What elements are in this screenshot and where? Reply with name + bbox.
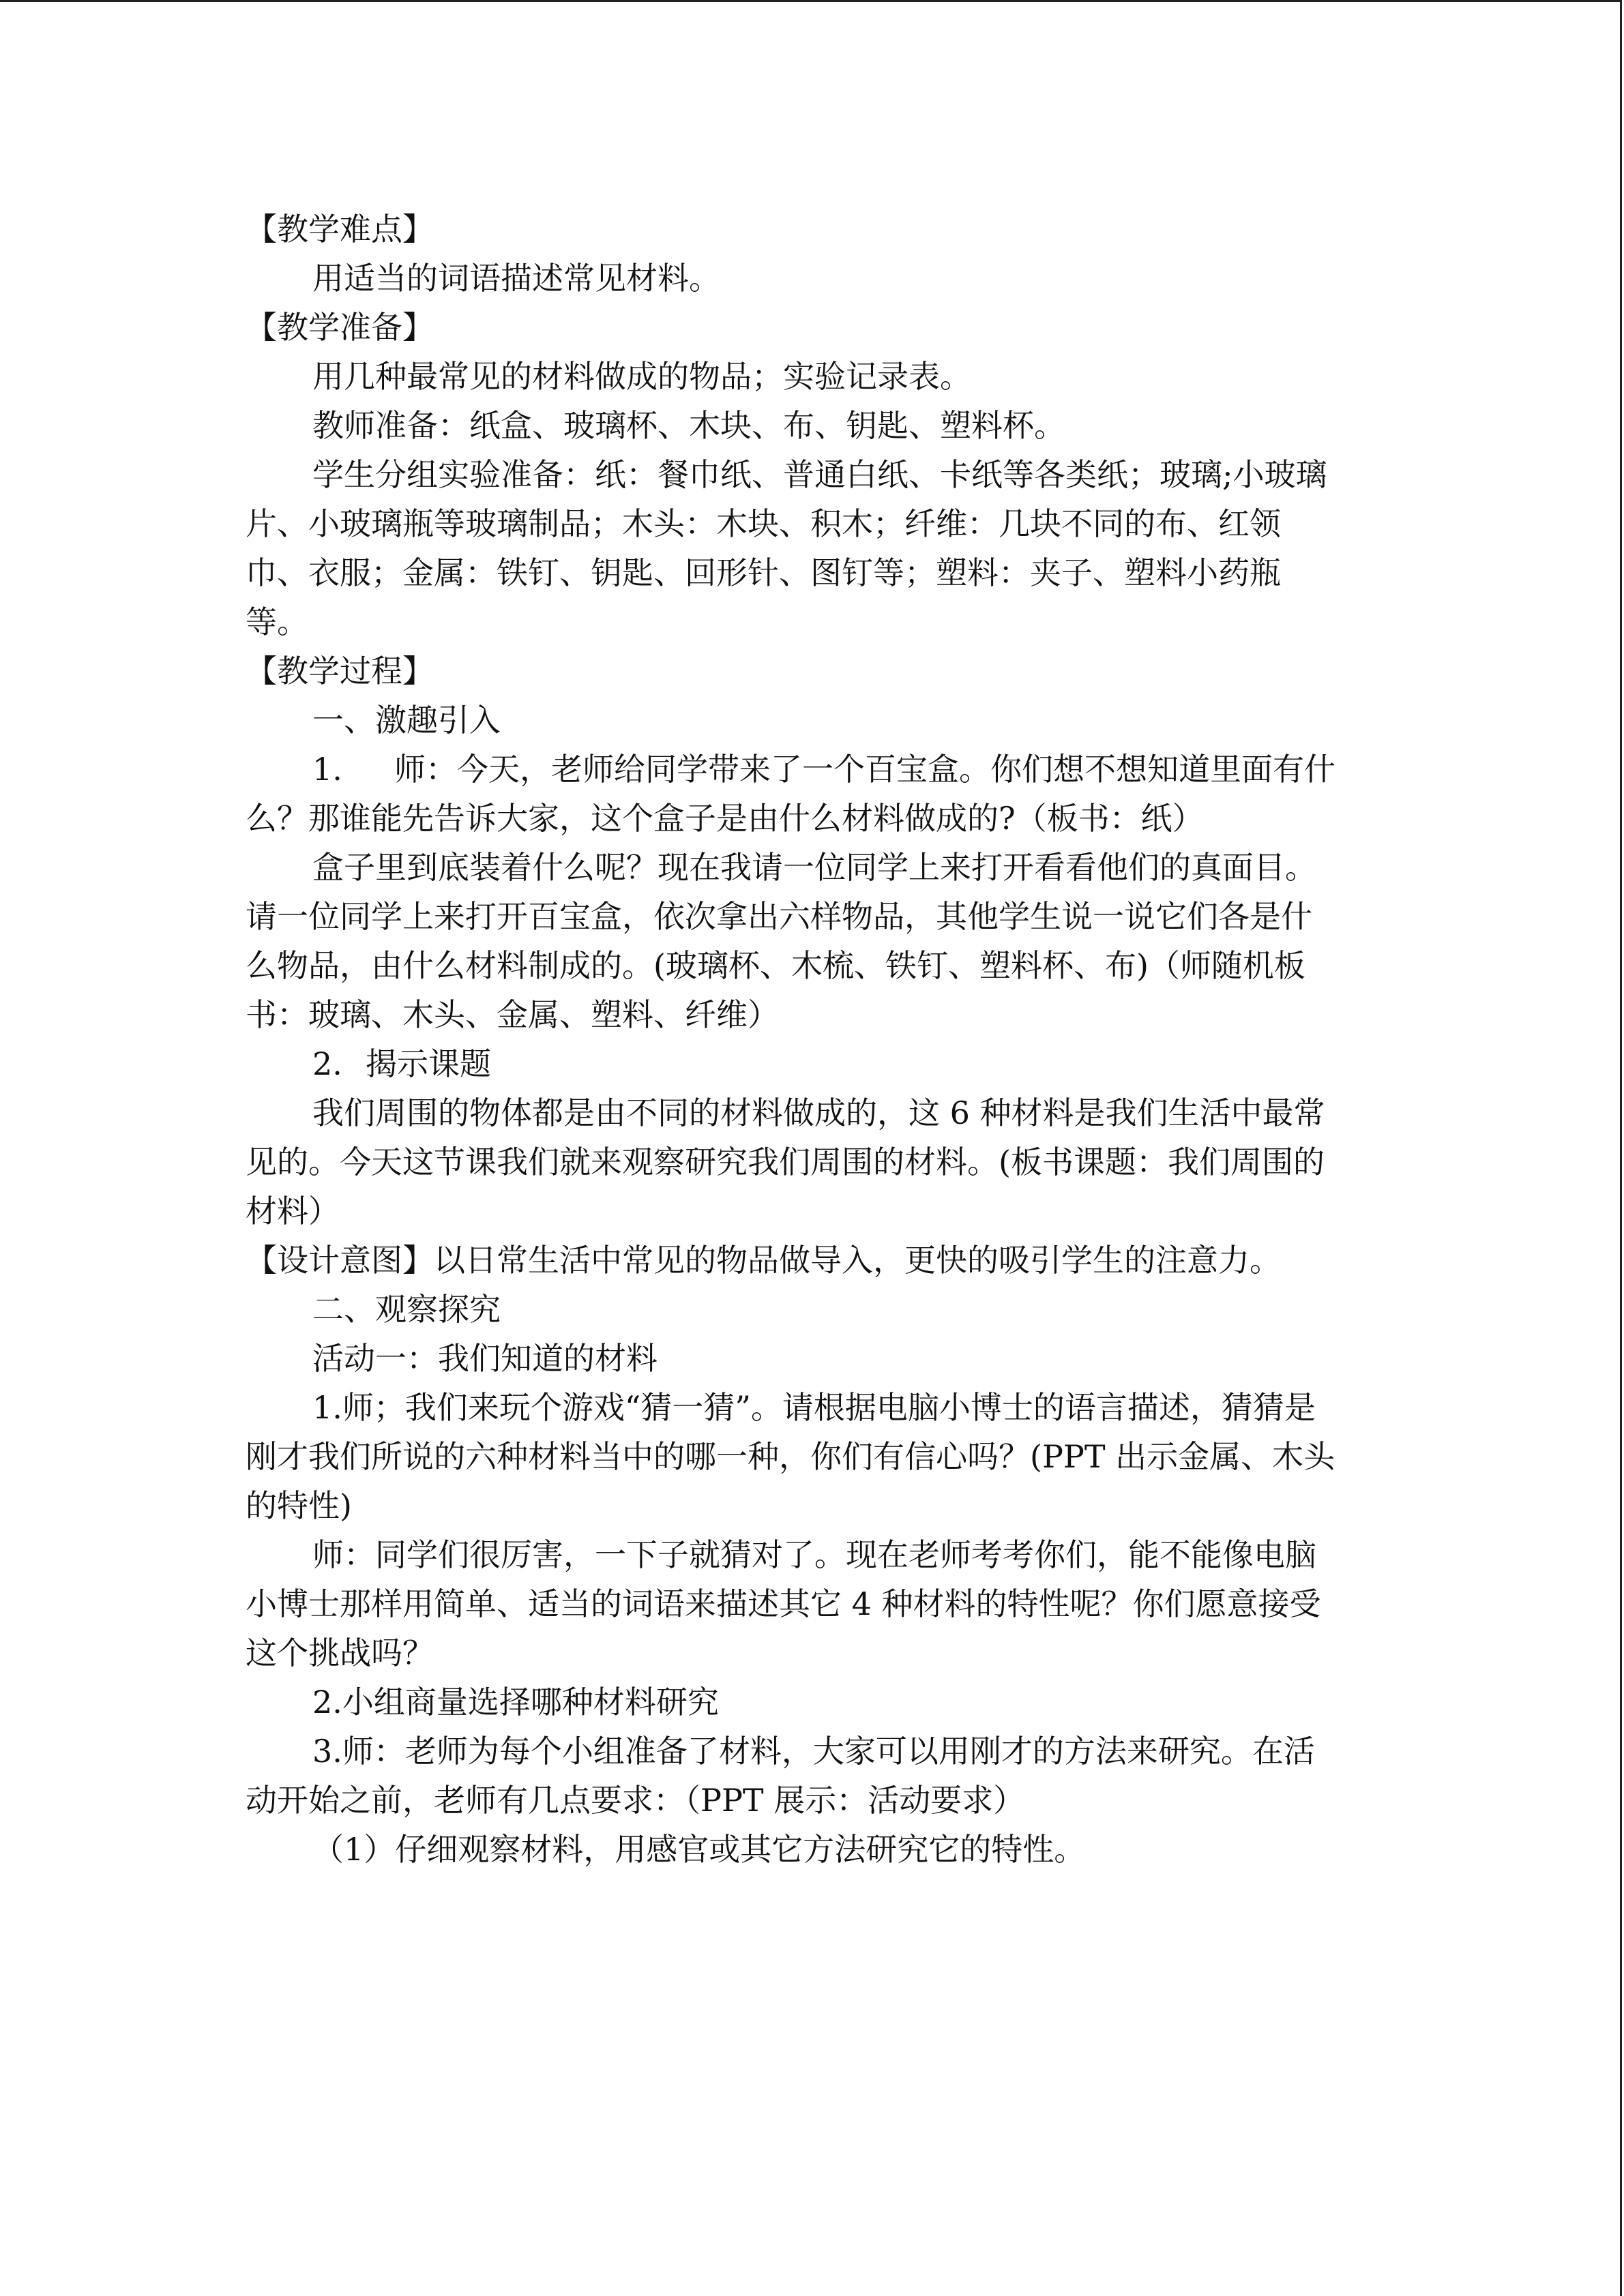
paragraph-line: 动开始之前，老师有几点要求：（PPT 展示：活动要求）: [246, 1782, 1025, 1819]
paragraph-line: 书：玻璃、木头、金属、塑料、纤维）: [246, 996, 779, 1033]
heading-teaching-difficulty: 【教学难点】: [246, 211, 434, 248]
paragraph: 教师准备：纸盒、玻璃杯、木块、布、钥匙、塑料杯。: [312, 407, 1065, 444]
paragraph-line: 材料）: [246, 1193, 340, 1229]
paragraph-line: 1.师；我们来玩个游戏“猜一猜”。请根据电脑小博士的语言描述，猜猜是: [312, 1389, 1316, 1426]
numbered-item: [246, 745, 1391, 794]
paragraph: 用适当的词语描述常见材料。: [312, 260, 720, 297]
item-number: 1.: [312, 751, 342, 788]
paragraph-line: 巾、衣服；金属：铁钉、钥匙、回形针、图钉等；塑料：夹子、塑料小药瓶: [246, 554, 1281, 591]
paragraph-line: 请一位同学上来打开百宝盒，依次拿出六样物品，其他学生说一说它们各是什: [246, 898, 1312, 935]
paragraph-line: 学生分组实验准备：纸：餐巾纸、普通白纸、卡纸等各类纸；玻璃;小玻璃: [312, 456, 1327, 493]
paragraph-line: 见的。今天这节课我们就来观察研究我们周围的材料。(板书课题：我们周围的: [246, 1144, 1325, 1180]
paragraph-line: 片、小玻璃瓶等玻璃制品；木头：木块、积木；纤维：几块不同的布、红领: [246, 505, 1281, 542]
paragraph-line: 么物品，由什么材料制成的。(玻璃杯、木梳、铁钉、塑料杯、布)（师随机板: [246, 947, 1305, 984]
paragraph-line: 这个挑战吗？: [246, 1635, 434, 1671]
item-text: 师：今天，老师给同学带来了一个百宝盒。你们想不想知道里面有什: [394, 751, 1335, 788]
numbered-item: [246, 1039, 1391, 1088]
document-body: [246, 205, 1391, 1874]
paragraph-line: 3.师：老师为每个小组准备了材料，大家可以用刚才的方法来研究。在活: [312, 1733, 1315, 1770]
paragraph-line: 小博士那样用简单、适当的词语来描述其它 4 种材料的特性呢？你们愿意接受: [246, 1585, 1321, 1622]
section-title: 一、激趣引入: [312, 702, 501, 739]
design-intent: 【设计意图】以日常生活中常见的物品做导入，更快的吸引学生的注意力。: [246, 1242, 1281, 1279]
item-number: 2.: [312, 1045, 342, 1082]
paragraph-line: 2.小组商量选择哪种材料研究: [312, 1684, 719, 1720]
paragraph-line: 我们周围的物体都是由不同的材料做成的，这 6 种材料是我们生活中最常: [312, 1094, 1325, 1131]
heading-teaching-process: 【教学过程】: [246, 653, 434, 689]
item-text: 揭示课题: [366, 1045, 491, 1082]
activity-title: 活动一：我们知道的材料: [312, 1340, 658, 1377]
paragraph: 用几种最常见的材料做成的物品；实验记录表。: [312, 358, 971, 395]
paragraph-line: 等。: [246, 603, 308, 640]
section-title: 二、观察探究: [312, 1291, 501, 1328]
paragraph-line: （1）仔细观察材料，用感官或其它方法研究它的特性。: [312, 1831, 1086, 1868]
paragraph-line: 师：同学们很厉害，一下子就猜对了。现在老师考考你们，能不能像电脑: [312, 1536, 1316, 1573]
paragraph-line: 刚才我们所说的六种材料当中的哪一种，你们有信心吗？(PPT 出示金属、木头: [246, 1438, 1335, 1475]
paragraph-line: 盒子里到底装着什么呢？现在我请一位同学上来打开看看他们的真面目。: [312, 849, 1316, 886]
paragraph-line: 么？那谁能先告诉大家，这个盒子是由什么材料做成的?（板书：纸）: [246, 800, 1204, 837]
heading-teaching-preparation: 【教学准备】: [246, 309, 434, 346]
paragraph-line: 的特性): [246, 1487, 352, 1524]
